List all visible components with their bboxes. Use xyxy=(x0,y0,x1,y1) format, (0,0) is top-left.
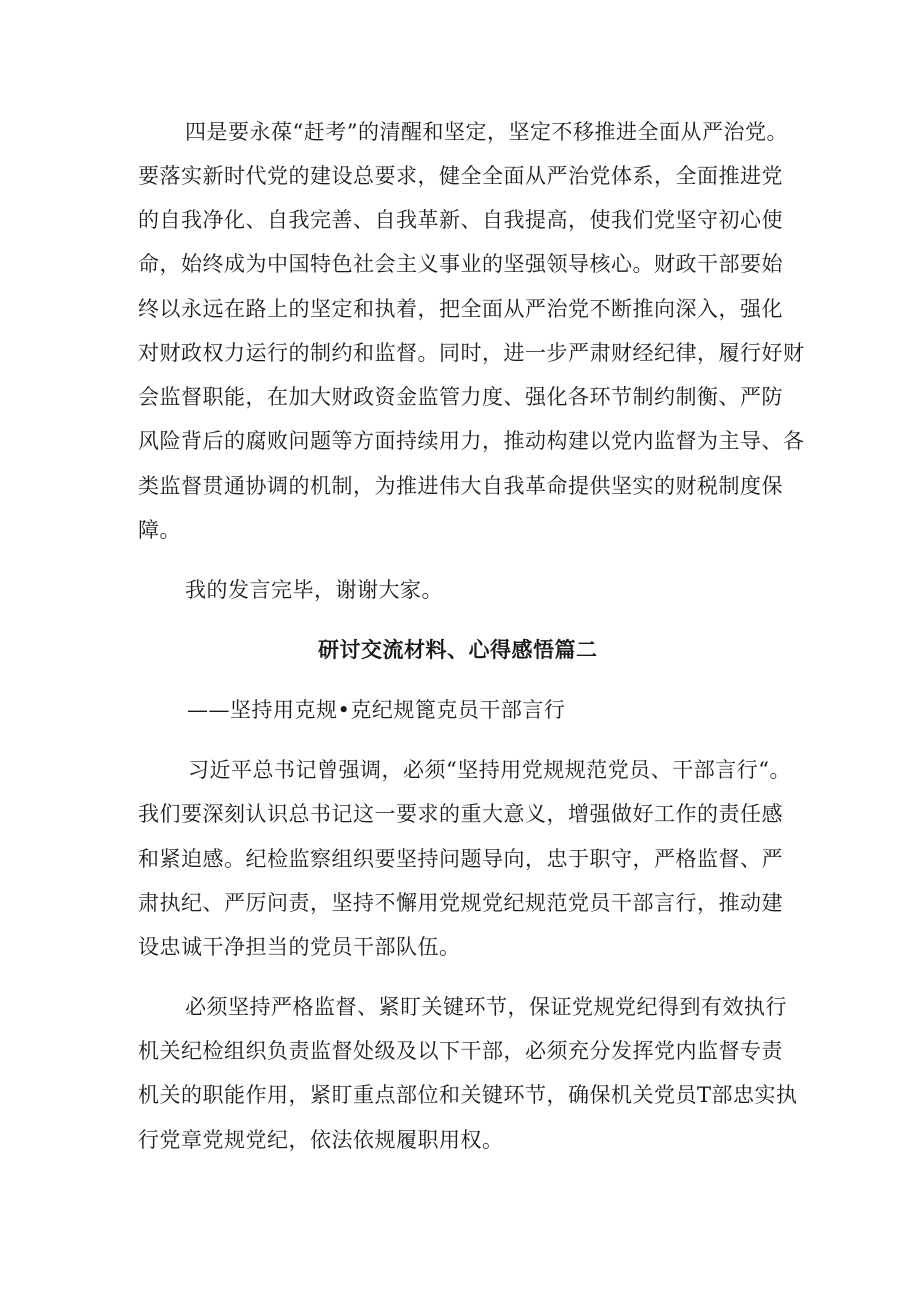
closing-remark: 我的发言完毕，谢谢大家。 xyxy=(185,578,443,602)
paragraph-2-line-2: 我们要深刻认识总书记这一要求的重大意义，增强做好工作的责任感 xyxy=(138,802,783,826)
paragraph-3-line-1: 必须坚持严格监督、紧盯关键环节，保证党规党纪得到有效执行 xyxy=(185,995,787,1019)
paragraph-2-line-4: 肃执纪、严厉问责，坚持不懈用党规党纪规范党员干部言行，推动建 xyxy=(138,891,783,915)
paragraph-1-line-10: 障。 xyxy=(138,518,181,542)
paragraph-1-line-2: 要落实新时代党的建设总要求，健全全面从严治党体系，全面推进党 xyxy=(138,164,783,188)
section-title: 研讨交流材料、心得感悟篇二 xyxy=(318,637,598,662)
paragraph-1-line-7: 会监督职能，在加大财政资金监管力度、强化各环节制约制衡、严防 xyxy=(138,385,783,409)
paragraph-3-line-2: 机关纪检组织负责监督处级及以下干部，必须充分发挥党内监督专责 xyxy=(138,1039,783,1063)
paragraph-2-line-5: 设忠诚干净担当的党员干部队伍。 xyxy=(138,935,461,959)
paragraph-2-line-1: 习近平总书记曾强调，必须“坚持用党规规范党员、干部言行“。 xyxy=(188,758,791,782)
paragraph-1-line-5: 终以永远在路上的坚定和执着，把全面从严治党不断推向深入，强化 xyxy=(138,297,783,321)
paragraph-1-line-4: 命，始终成为中国特色社会主义事业的坚强领导核心。财政干部要始 xyxy=(138,252,783,276)
paragraph-1-line-9: 类监督贯通协调的机制，为推进伟大自我革命提供坚实的财税制度保 xyxy=(138,474,783,498)
section-subtitle: ——坚持用克规•克纪规篦克员干部言行 xyxy=(187,698,566,722)
paragraph-3-line-4: 行党章党规党纪，依法依规履职用权。 xyxy=(138,1128,504,1152)
paragraph-3-line-3: 机关的职能作用，紧盯重点部位和关键环节，确保机关党员T部忠实执 xyxy=(138,1083,798,1107)
paragraph-1-line-1: 四是要永葆“赶考”的清醒和坚定，坚定不移推进全面从严治党。 xyxy=(185,120,788,144)
paragraph-2-line-3: 和紧迫感。纪检监察组织要坚持问题导向，忠于职守，严格监督、严 xyxy=(138,847,783,871)
paragraph-1-line-8: 风险背后的腐败问题等方面持续用力，推动构建以党内监督为主导、各 xyxy=(138,429,805,453)
paragraph-1-line-6: 对财政权力运行的制约和监督。同时，进一步严肃财经纪律，履行好财 xyxy=(138,341,805,365)
paragraph-1-line-3: 的自我净化、自我完善、自我革新、自我提高，使我们党坚守初心使 xyxy=(138,208,783,232)
